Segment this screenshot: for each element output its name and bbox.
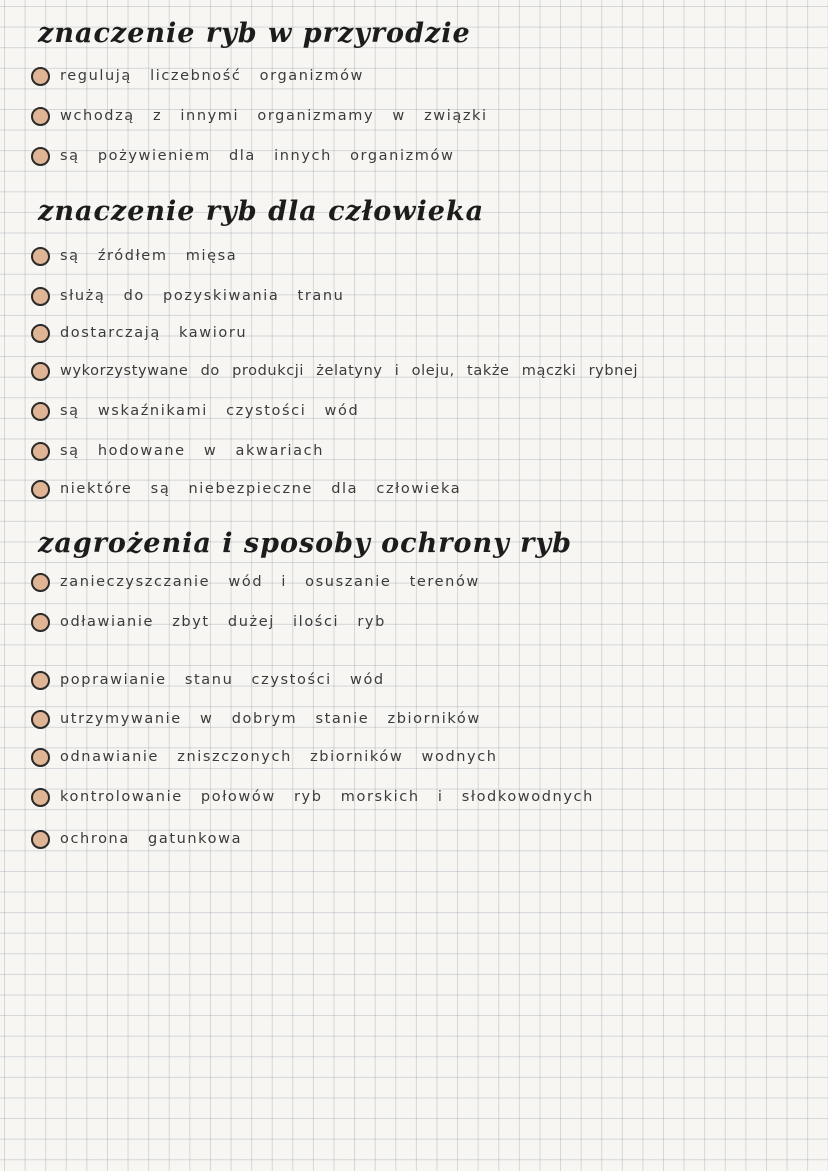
list-item	[31, 437, 324, 465]
list-item-text: odławianie zbyt dużej ilości ryb	[60, 614, 386, 630]
list-item-text: zanieczyszczanie wód i osuszanie terenów	[60, 574, 480, 590]
list-item-text: są źródłem mięsa	[60, 248, 238, 264]
list-item-text: wykorzystywane do produkcji żelatyny i oleju, także mączki rybnej	[60, 363, 639, 379]
section-heading-human: znaczenie ryb dla człowieka	[38, 196, 485, 227]
circle-bullet-icon	[31, 362, 50, 381]
list-item-text: ochrona gatunkowa	[60, 831, 243, 847]
list-item	[31, 282, 344, 310]
list-item	[31, 825, 242, 853]
list-item	[31, 142, 454, 170]
list-item	[31, 608, 386, 636]
circle-bullet-icon	[31, 671, 50, 690]
circle-bullet-icon	[31, 480, 50, 499]
list-item	[31, 475, 461, 503]
list-item	[31, 62, 364, 90]
circle-bullet-icon	[31, 107, 50, 126]
list-item-text: utrzymywanie w dobrym stanie zbiorników	[60, 711, 481, 727]
list-item	[31, 705, 481, 733]
list-item	[31, 743, 498, 771]
list-item-text: są hodowane w akwariach	[60, 443, 324, 459]
circle-bullet-icon	[31, 710, 50, 729]
list-item-text: są pożywieniem dla innych organizmów	[60, 148, 455, 164]
circle-bullet-icon	[31, 67, 50, 86]
list-item-text: regulują liczebność organizmów	[60, 68, 365, 84]
list-item	[31, 242, 237, 270]
section-heading-nature: znaczenie ryb w przyrodzie	[38, 18, 471, 49]
list-item-text: odnawianie zniszczonych zbiorników wodnych	[60, 749, 498, 765]
circle-bullet-icon	[31, 830, 50, 849]
list-item	[31, 357, 638, 385]
list-item-text: wchodzą z innymi organizmamy w związki	[60, 108, 488, 124]
circle-bullet-icon	[31, 748, 50, 767]
circle-bullet-icon	[31, 573, 50, 592]
list-item-text: niektóre są niebezpieczne dla człowieka	[60, 481, 462, 497]
list-item	[31, 568, 480, 596]
list-item-text: poprawianie stanu czystości wód	[60, 672, 385, 688]
circle-bullet-icon	[31, 247, 50, 266]
circle-bullet-icon	[31, 402, 50, 421]
circle-bullet-icon	[31, 287, 50, 306]
list-item	[31, 319, 247, 347]
circle-bullet-icon	[31, 613, 50, 632]
list-item	[31, 783, 594, 811]
list-item-text: kontrolowanie połowów ryb morskich i słodkowodnych	[60, 789, 594, 805]
section-heading-threats: zagrożenia i sposoby ochrony ryb	[38, 528, 572, 559]
circle-bullet-icon	[31, 442, 50, 461]
circle-bullet-icon	[31, 788, 50, 807]
list-item-text: są wskaźnikami czystości wód	[60, 403, 360, 419]
circle-bullet-icon	[31, 147, 50, 166]
list-item-text: dostarczają kawioru	[60, 325, 248, 341]
list-item	[31, 102, 488, 130]
list-item-text: służą do pozyskiwania tranu	[60, 288, 345, 304]
list-item	[31, 397, 359, 425]
circle-bullet-icon	[31, 324, 50, 343]
list-item	[31, 666, 385, 694]
